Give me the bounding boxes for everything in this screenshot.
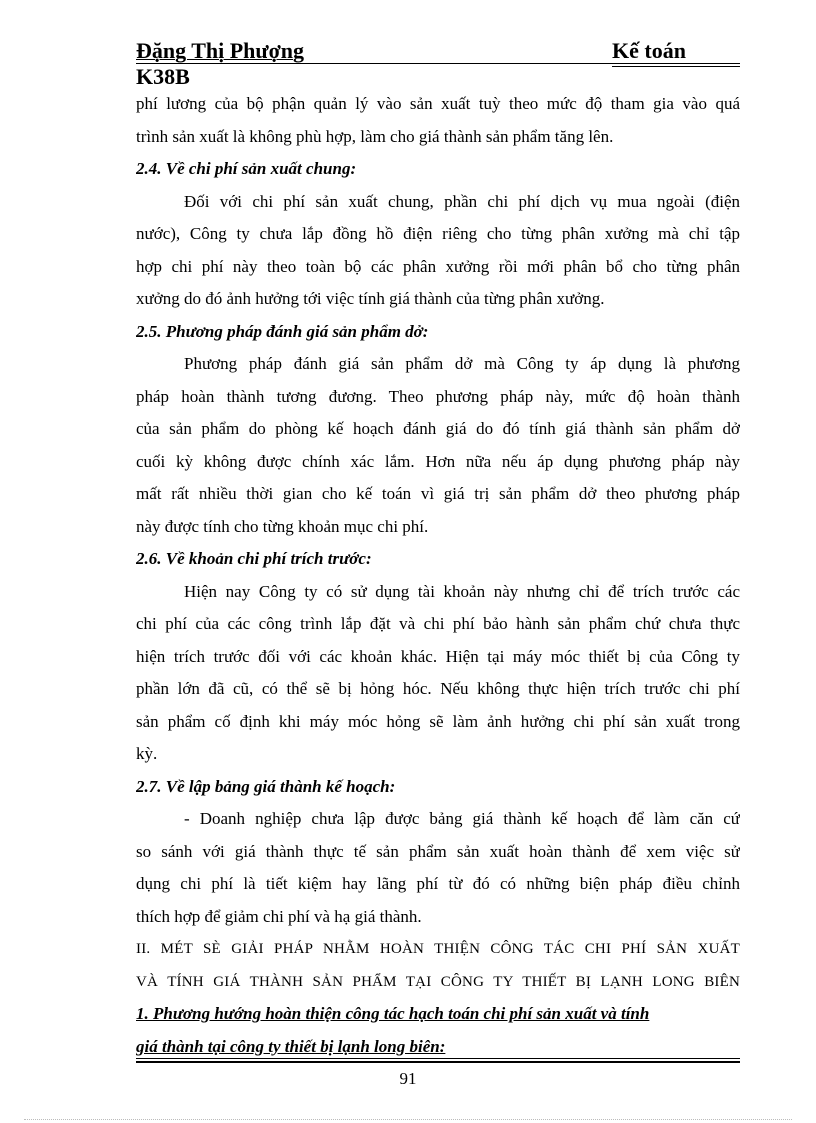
paragraph-line: mất rất nhiều thời gian cho kế toán vì giá trị sản phẩm dở theo phương pháp [136,484,740,503]
paragraph-line: pháp hoàn thành tương đương. Theo phương pháp này, mức độ hoàn thành [136,386,740,406]
paragraph-line: so sánh với giá thành thực tế sản phẩm sản xuất hoàn thành để xem việc sử [136,841,740,861]
paragraph-line: thích hợp để giảm chi phí và hạ giá thành. [136,906,422,926]
chapter-heading-line: VÀ TÍNH GIÁ THÀNH SẢN PHẨM TẠI CÔNG TY THIẾT BỊ LẠNH LONG BIÊN [136,973,740,990]
header-rule-upper [612,63,740,64]
page-edge [24,1119,792,1120]
paragraph-line: hợp chi phí này theo toàn bộ các phân xưởng rồi mới phân bổ cho từng phân [136,256,740,276]
chapter-heading-line: II. MÉT SÈ GIẢI PHÁP NHẰM HOÀN THIỆN CÔNG TÁC CHI PHÍ SẢN XUẤT [136,941,740,957]
paragraph-line: chi phí của các công trình lắp đặt và chi phí bảo hành sản phẩm chứ chưa thực [136,614,740,633]
section-heading: 2.4. Về chi phí sản xuất chung: [136,159,357,178]
subsection-heading: giá thành tại công ty thiết bị lạnh long biên: [136,1036,446,1056]
header-rule-lower [612,66,740,67]
paragraph-line: dụng chi phí là tiết kiệm hay lãng phí từ đó có những biện pháp điều chỉnh [136,874,740,893]
paragraph-line: - Doanh nghiệp chưa lập được bảng giá thành kế hoạch để làm căn cứ [184,809,740,828]
section-heading: 2.7. Về lập bảng giá thành kế hoạch: [136,776,396,796]
author-name: Đặng Thị Phượng [136,38,305,63]
subsection-heading: 1. Phương hướng hoàn thiện công tác hạch toán chi phí sản xuất và tính [136,1004,650,1023]
paragraph-line: trình sản xuất là không phù hợp, làm cho giá thành sản phẩm tăng lên. [136,126,614,146]
paragraph-line: kỳ. [136,744,158,763]
paragraph-line: của sản phẩm do phòng kế hoạch đánh giá do đó tính giá thành sản phẩm dở [136,419,740,438]
paragraph-line: sản phẩm cố định khi máy móc hỏng sẽ làm ảnh hưởng chi phí sản xuất trong [136,711,740,731]
paragraph-line: phần lớn đã cũ, có thể sẽ bị hỏng hóc. Nếu không thực hiện trích trước chi phí [136,679,740,698]
paragraph-line: Đối với chi phí sản xuất chung, phần chi phí dịch vụ mua ngoài (điện [184,191,740,211]
page-header [136,38,740,68]
page-number: 91 [399,1069,417,1088]
paragraph-line: cuối kỳ không được chính xác lắm. Hơn nữa nếu áp dụng phương pháp này [136,451,740,471]
paragraph-line: này được tính cho từng khoản mục chi phí. [136,516,429,536]
section-heading: 2.6. Về khoản chi phí trích trước: [136,549,372,568]
footer-rule-upper [136,1058,740,1059]
class-label: K38B [136,64,190,89]
paragraph-line: nước), Công ty chưa lắp đồng hồ điện riêng cho từng phân xưởng mà chỉ tập [136,224,740,243]
section-heading: 2.5. Phương pháp đánh giá sản phẩm dở: [136,321,429,341]
department-label: Kế toán [612,38,686,63]
paragraph-line: Phương pháp đánh giá sản phẩm dở mà Công ty áp dụng là phương [184,354,740,373]
body-text [136,88,740,1063]
paragraph-line: Hiện nay Công ty có sử dụng tài khoản này nhưng chỉ để trích trước các [184,581,740,601]
paragraph-line: hiện trích trước đối với các khoản khác. Hiện tại máy móc thiết bị của Công ty [136,646,740,666]
paragraph-line: phí lương của bộ phận quản lý vào sản xuất tuỳ theo mức độ tham gia vào quá [136,94,740,113]
footer-rule-lower [136,1061,740,1063]
paragraph-line: xưởng do đó ảnh hưởng tới việc tính giá thành của từng phân xưởng. [136,289,605,308]
